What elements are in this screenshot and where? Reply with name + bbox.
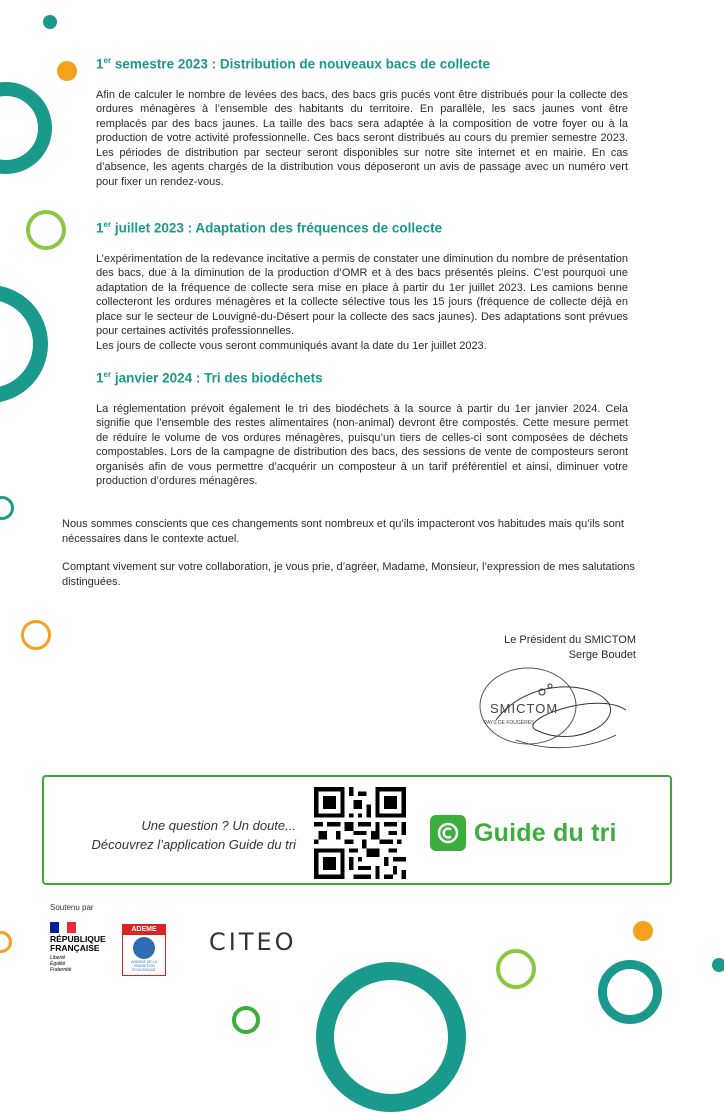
closing-paragraph: Nous sommes conscients que ces changements sont nombreux et qu’ils impacteront vos habitudes mais qu’ils sont nécessaires dans le contexte actuel. [62,518,624,545]
decor-ring [0,931,12,953]
guide-du-tri-banner [42,775,672,885]
section-biodechets [96,370,628,489]
section-distribution [96,56,628,190]
section-body: Afin de calculer le nombre de levées des bacs, des bacs gris pucés vont être distribués pour la collecte des ordures ménagères à l’ensemble des habitants du territoire. En parallèle, les sacs jaunes vont être remplacés par des bacs jaunes. La taille des bacs sera adaptée à la composition de votre foyer ou à la production de votre activité professionnelle. Ces bacs seront distribués au cours du premier semestre 2023. Les périodes de distribution par secteur seront disponibles sur notre site internet et en mairie. En cas d’absence, les agents chargés de la distribution vous déposeront un avis de passage avec un numéro vert pour fixer un rendez-vous. [96,88,628,189]
decor-dot [633,921,653,941]
decor-dot [57,61,77,81]
section-frequences [96,220,628,354]
section-body-note: Les jours de collecte vous seront communiqués avant la date du 1er juillet 2023. [96,340,487,353]
republique-francaise-logo [50,922,120,973]
decor-ring [21,620,51,650]
banner-text [64,816,296,854]
decor-dot [43,15,57,29]
signature-title: Le Président du SMICTOM [504,634,636,646]
decor-ring [0,285,48,403]
decor-ring [26,210,66,250]
french-flag-icon [50,922,76,933]
qr-code-icon[interactable] [314,787,406,879]
ademe-globe-icon [133,937,155,959]
section-heading: 1er semestre 2023 : Distribution de nouveaux bacs de collecte [96,56,490,72]
section-body: La réglementation prévoit également le tri des biodéchets à la source à partir du 1er janvier 2024. Cela signifie que l’ensemble des restes alimentaires (non-animal) devront être compostés. Cette mesure permet de réduire le volume de vos ordures ménagères, puisqu’un tiers de celles-ci sont composées de déchets compostables. Lors de la campagne de distribution des bacs, des sessions de vente de composteurs seront organisés afin de vous permettre d’acquérir un composteur à un tarif préférentiel et ainsi, diminuer votre production d’ordures ménagères. [96,402,628,488]
guide-du-tri-label: Guide du tri [474,818,617,847]
guide-du-tri-app-icon [430,815,466,851]
decor-ring [0,496,14,520]
citeo-logo: CITEO [209,928,297,956]
decor-ring [316,962,466,1112]
section-heading: 1er janvier 2024 : Tri des biodéchets [96,370,323,386]
decor-ring [232,1006,260,1034]
rf-motto: Liberté Égalité Fraternité [50,955,72,973]
signature-name: Serge Boudet [568,648,636,661]
decor-ring [598,960,662,1024]
guide-du-tri-logo[interactable] [430,815,617,851]
closing [62,517,667,589]
svg-text:SMICTOM: SMICTOM [490,701,559,716]
signature-stamp [476,660,636,760]
decor-ring [496,949,536,989]
svg-text:PAYS DE FOUGÈRES: PAYS DE FOUGÈRES [484,720,535,726]
decor-ring [0,82,52,174]
section-body: L’expérimentation de la redevance incitative a permis de constater une diminution du nombre de présentation des bacs, due à la diminution de la production d’OMR et à des bacs présentés pleins. C’est pourquoi une adaptation de la fréquence de collecte sera mise en place à partir du 1er juillet 2023. Les camions benne collecteront les ordures ménagères et la collecte sélective tous les 15 jours (fréquence de collecte déjà en place sur le secteur de Louvigné-du-Désert pour la collecte des sacs jaunes). Des adaptations sont prévues pour certaines activités professionnelles. [96,252,628,338]
ademe-logo: ADEME AGENCE DE LA TRANSITION ÉCOLOGIQUE [122,924,166,976]
rf-name: RÉPUBLIQUE FRANÇAISE [50,934,106,953]
soutenu-par-label: Soutenu par [50,903,94,912]
closing-paragraph: Comptant vivement sur votre collaboration, je vous prie, d’agréer, Madame, Monsieur, l’expression de mes salutations distinguées. [62,561,635,588]
section-heading: 1er juillet 2023 : Adaptation des fréquences de collecte [96,220,443,236]
banner-line-app: Découvrez l’application Guide du tri [91,837,296,852]
banner-line-question: Une question ? Un doute... [141,818,296,833]
decor-dot [712,958,724,972]
signature-block [504,633,636,662]
